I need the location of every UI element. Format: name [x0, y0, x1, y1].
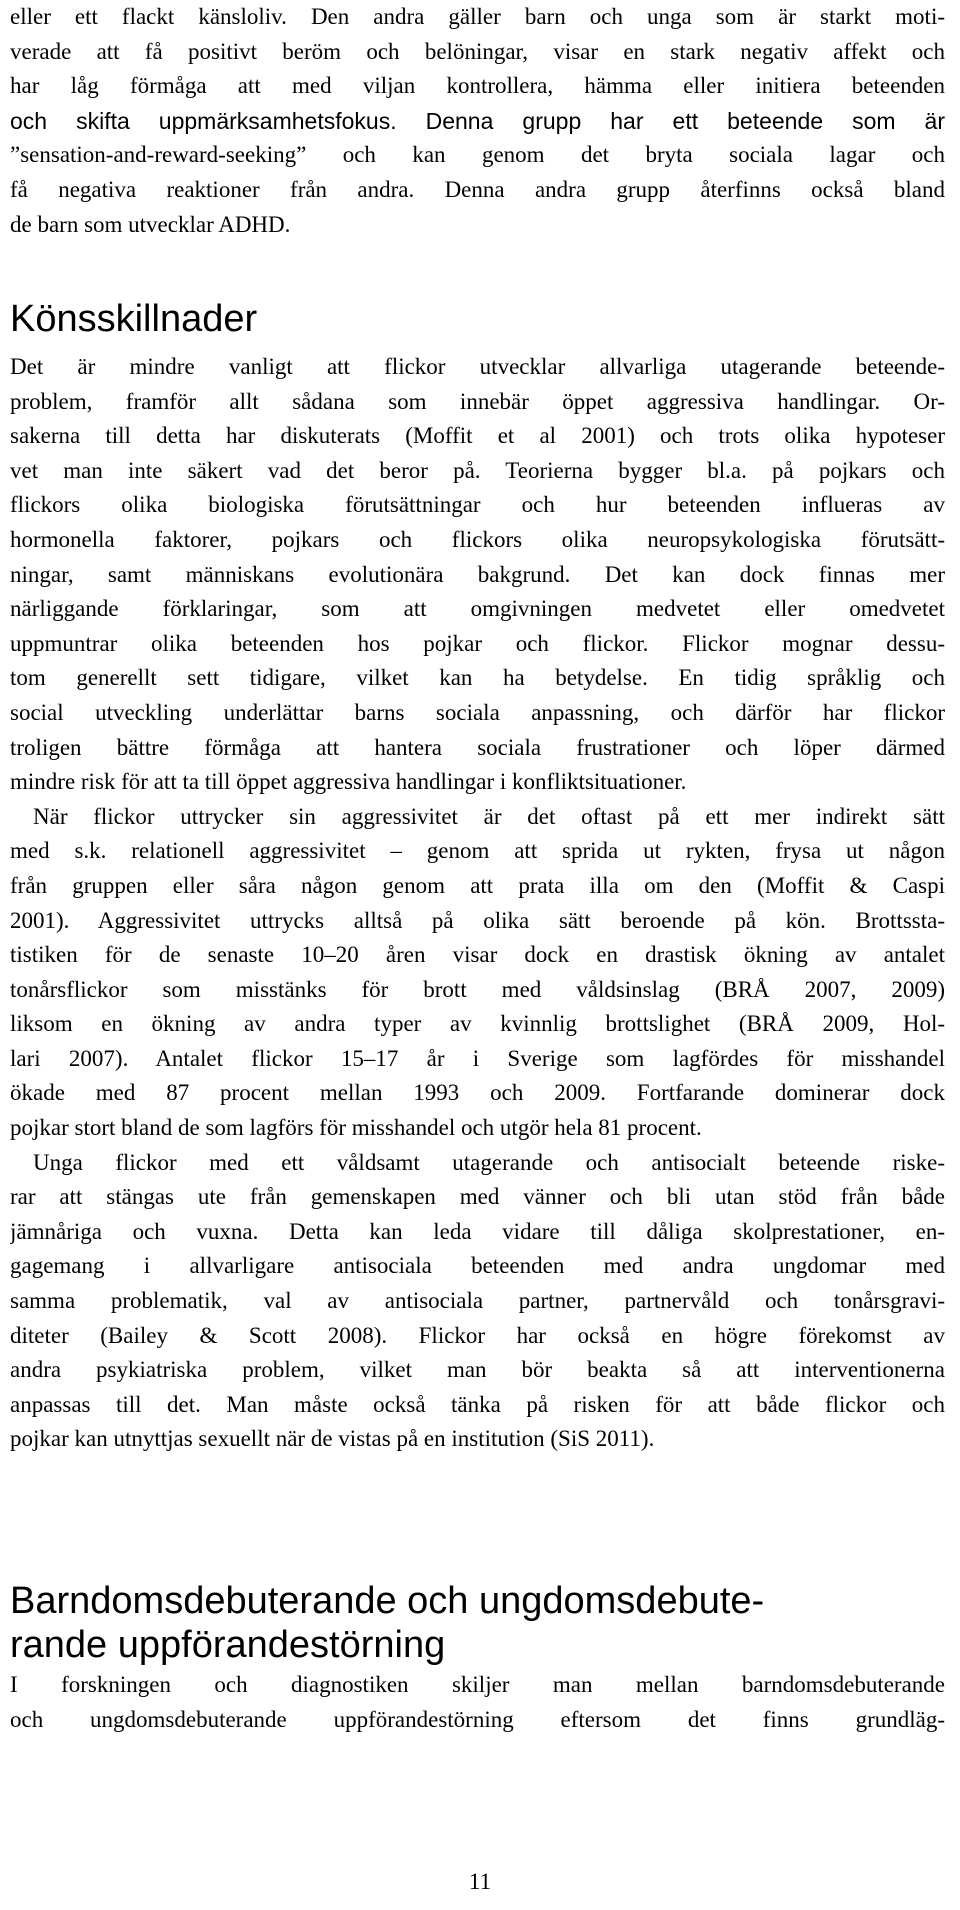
text-line: de barn som utvecklar ADHD.: [10, 211, 291, 237]
text-line: lari 2007). Antalet flickor 15–17 år i Sverige som lagfördes för misshandel: [10, 1045, 945, 1071]
heading-text: Barndomsdebuterande och ungdomsdebute-: [10, 1580, 765, 1622]
heading-text: Könsskillnader: [10, 298, 258, 340]
text-line: andra psykiatriska problem, vilket man bör beakta så att interventionerna: [10, 1357, 945, 1383]
text-line: tom generellt sett tidigare, vilket kan ha betydelse. En tidig språklig och: [10, 665, 945, 691]
text-line: pojkar kan utnyttjas sexuellt när de vistas på en institution (SiS 2011).: [10, 1426, 655, 1452]
text-line: mindre risk för att ta till öppet aggressiva handlingar i konfliktsituationer.: [10, 769, 687, 795]
text-line: 2001). Aggressivitet uttrycks alltså på olika sätt beroende på kön. Brottssta-: [10, 907, 945, 933]
section-barndomsdebuterande-body: [10, 1668, 945, 1737]
text-line: närliggande förklaringar, som att omgivningen medvetet eller omedvetet: [10, 596, 945, 622]
text-line: från gruppen eller såra någon genom att prata illa om den (Moffit & Caspi: [10, 872, 945, 898]
text-line: verade att få positivt beröm och belöningar, visar en stark negativ affekt och: [10, 38, 945, 64]
text-line: ökade med 87 procent mellan 1993 och 2009. Fortfarande dominerar dock: [10, 1080, 945, 1106]
section-heading-konsskillnader: [10, 297, 945, 341]
text-line: uppmuntrar olika beteenden hos pojkar och flickor. Flickor mognar dessu-: [10, 630, 945, 656]
section-heading-barndomsdebuterande: [10, 1579, 945, 1667]
text-line: samma problematik, val av antisociala partner, partnervåld och tonårsgravi-: [10, 1288, 945, 1314]
text-line: flickors olika biologiska förutsättningar och hur beteenden influeras av: [10, 492, 945, 518]
text-line: Unga flickor med ett våldsamt utagerande och antisocialt beteende riske-: [33, 1149, 945, 1175]
text-line: troligen bättre förmåga att hantera sociala frustrationer och löper därmed: [10, 734, 945, 760]
text-line: social utveckling underlättar barns sociala anpassning, och därför har flickor: [10, 699, 945, 725]
text-line: rar att stängas ute från gemenskapen med vänner och bli utan stöd från både: [10, 1184, 945, 1210]
text-line: jämnåriga och vuxna. Detta kan leda vidare till dåliga skolprestationer, en-: [10, 1218, 945, 1244]
section-konsskillnader-body: [10, 350, 945, 1457]
text-line: vet man inte säkert vad det beror på. Teorierna bygger bl.a. på pojkars och: [10, 457, 945, 483]
text-line: anpassas till det. Man måste också tänka på risken för att både flickor och: [10, 1391, 945, 1417]
page-number: 11: [468, 1869, 492, 1894]
text-line: tonårsflickor som misstänks för brott med våldsinslag (BRÅ 2007, 2009): [10, 976, 945, 1002]
intro-paragraph: [10, 0, 945, 242]
text-line: hormonella faktorer, pojkars och flickors olika neuropsykologiska förutsätt-: [10, 526, 945, 552]
text-line: pojkar stort bland de som lagförs för misshandel och utgör hela 81 procent.: [10, 1115, 702, 1141]
text-line: få negativa reaktioner från andra. Denna andra grupp återfinns också bland: [10, 176, 945, 202]
text-line: problem, framför allt sådana som innebär öppet aggressiva handlingar. Or-: [10, 388, 945, 414]
text-line: har låg förmåga att med viljan kontrollera, hämma eller initiera beteenden: [10, 73, 945, 99]
text-line: I forskningen och diagnostiken skiljer man mellan barndomsdebuterande: [10, 1672, 945, 1697]
text-line: tistiken för de senaste 10–20 åren visar dock en drastisk ökning av antalet: [10, 942, 945, 968]
text-line: sakerna till detta har diskuterats (Moffit et al 2001) och trots olika hypoteser: [10, 423, 945, 449]
text-line: gagemang i allvarligare antisociala beteenden med andra ungdomar med: [10, 1253, 945, 1279]
text-line: diteter (Bailey & Scott 2008). Flickor har också en högre förekomst av: [10, 1322, 945, 1348]
text-line: liksom en ökning av andra typer av kvinnlig brottslighet (BRÅ 2009, Hol-: [10, 1011, 945, 1037]
text-line: Det är mindre vanligt att flickor utvecklar allvarliga utagerande beteende-: [10, 354, 945, 379]
heading-text: rande uppförandestörning: [10, 1624, 446, 1666]
text-line: När flickor uttrycker sin aggressivitet är det oftast på ett mer indirekt sätt: [33, 803, 945, 829]
text-line: med s.k. relationell aggressivitet – genom att sprida ut rykten, frysa ut någon: [10, 838, 945, 864]
text-line: ningar, samt människans evolutionära bakgrund. Det kan dock finnas mer: [10, 561, 945, 587]
text-line: eller ett flackt känsloliv. Den andra gäller barn och unga som är starkt moti-: [10, 4, 945, 29]
text-line: och ungdomsdebuterande uppförandestörning eftersom det finns grundläg-: [10, 1706, 945, 1732]
text-line: och skifta uppmärksamhetsfokus. Denna grupp har ett beteende som är: [10, 107, 945, 134]
text-line: ”sensation-and-reward-seeking” och kan genom det bryta sociala lagar och: [10, 142, 945, 168]
